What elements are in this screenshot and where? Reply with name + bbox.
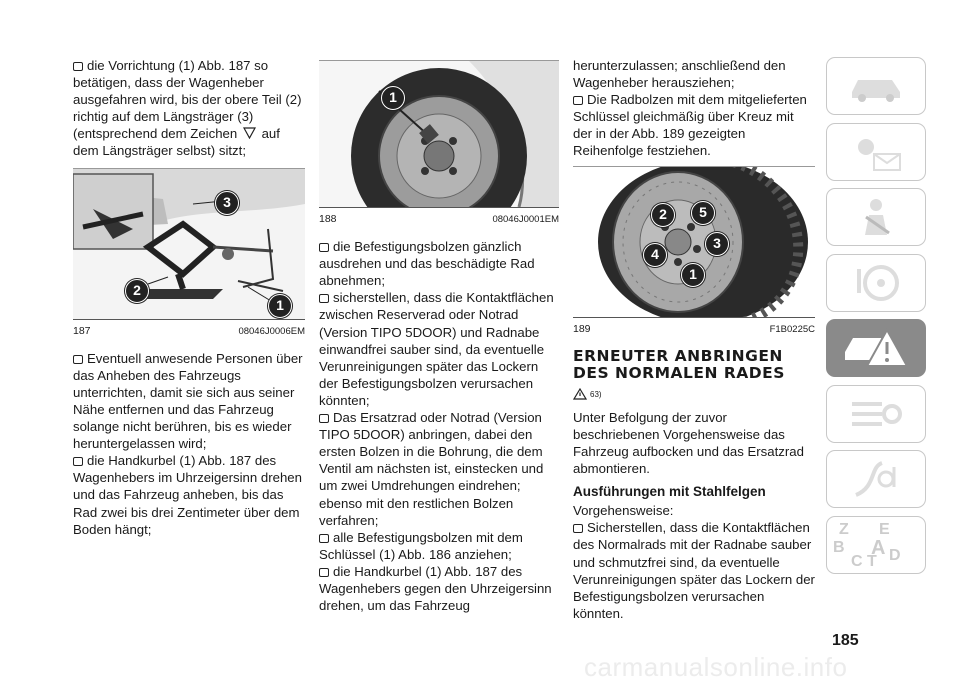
figure-187 bbox=[73, 168, 305, 320]
figure-187-caption bbox=[73, 323, 305, 340]
figure-188-caption bbox=[319, 211, 559, 228]
bullet-unscrew-bolts: die Befestigungsbolzen gänzlich ausdrehen und das beschädigte Rad abnehmen; bbox=[319, 239, 535, 289]
warning-lights-icon bbox=[846, 132, 906, 172]
bullet-tighten-crosswise: Die Radbolzen mit dem mitgelieferten Schlüssel gleichmäßig über Kreuz mit der in der Abb. 189 gezeigten Reihenfolge festziehen. bbox=[573, 92, 807, 159]
column-3 bbox=[573, 57, 815, 622]
checkbox-bullet-icon bbox=[573, 524, 583, 533]
wheel-bolt-illustration bbox=[319, 61, 559, 207]
bullet-contact-surfaces: sicherstellen, dass die Kontaktflächen zwischen Reserverad oder Notrad (Version TIPO 5DOOR) und Radnabe einwandfrei sauber sind, da eventuelle Verunreinigungen später das Lockern der Befestigungsbolzen verursachen könnten; bbox=[319, 290, 554, 408]
steering-wheel-icon bbox=[851, 261, 901, 305]
paragraph-continuation: herunterzulassen; anschließend den Wagenheber herausziehen; bbox=[573, 58, 786, 91]
callout-5: 5 bbox=[691, 201, 715, 225]
callout-3: 3 bbox=[215, 191, 239, 215]
seatbelt-icon bbox=[851, 197, 901, 237]
index-letter: B bbox=[833, 538, 845, 556]
emergency-icon bbox=[841, 326, 911, 370]
figure-188 bbox=[319, 60, 559, 208]
bullet-clean-contact: Sicherstellen, dass die Kontaktflächen des Normalrads mit der Radnabe sauber und schmutzfrei sind, da eventuelle Verunreinigungen später das Lockern der Befestigungsbolzen verursachen könnten. bbox=[573, 520, 815, 621]
bullet-lower-vehicle: die Handkurbel (1) Abb. 187 des Wagenhebers gegen den Uhrzeigersinn drehen, um das Fahrzeug bbox=[319, 563, 552, 614]
sidebar-item-vehicle[interactable] bbox=[826, 57, 926, 115]
bullet-inform-people: Eventuell anwesende Personen über das Anheben des Fahrzeugs unterrichten, damit sie sich aus seiner Nähe entfernen und das Fahrzeug solange nicht berühren, bis es wieder heruntergelassen wird; bbox=[73, 350, 303, 452]
jack-illustration bbox=[73, 169, 305, 319]
checkbox-bullet-icon bbox=[573, 96, 583, 105]
sidebar-item-index[interactable] bbox=[826, 516, 926, 574]
maintenance-icon bbox=[846, 392, 906, 436]
figure-number: 189 bbox=[573, 322, 591, 335]
callout-3: 3 bbox=[705, 232, 729, 256]
figure-189 bbox=[573, 166, 815, 318]
bullet-mount-spare: Das Ersatzrad oder Notrad (Version TIPO 5DOOR) anbringen, dabei den ersten Bolzen in die Bohrung, die dem Ventil am nächsten ist, einstecken und um zwei Umdrehungen eindrehen; ebenso mit den restlichen Bolzen verfahren; bbox=[319, 410, 544, 528]
checkbox-bullet-icon bbox=[73, 355, 83, 364]
index-letter: D bbox=[889, 546, 901, 564]
callout-1: 1 bbox=[681, 263, 705, 287]
callout-2: 2 bbox=[125, 279, 149, 303]
watermark: carmanualsonline.info bbox=[584, 652, 848, 682]
sidebar-item-emergency[interactable] bbox=[826, 319, 926, 377]
index-letter: Z bbox=[839, 520, 849, 538]
checkbox-bullet-icon bbox=[319, 294, 329, 303]
column-2 bbox=[319, 60, 559, 614]
multimedia-icon bbox=[846, 457, 906, 501]
index-letter: C bbox=[851, 552, 863, 570]
checkbox-bullet-icon bbox=[319, 534, 329, 543]
sidebar-item-driving[interactable] bbox=[826, 254, 926, 312]
sidebar-item-maintenance[interactable] bbox=[826, 385, 926, 443]
section-heading: ERNEUTER ANBRINGEN DES NORMALEN RADES bbox=[573, 346, 785, 382]
figure-189-caption bbox=[573, 321, 815, 338]
callout-1: 1 bbox=[268, 294, 292, 318]
tire-bolt-order-illustration bbox=[573, 167, 815, 317]
checkbox-bullet-icon bbox=[73, 457, 83, 466]
index-letter: T bbox=[867, 552, 877, 570]
procedure-label: Vorgehensweise: bbox=[573, 503, 674, 519]
callout-2: 2 bbox=[651, 203, 675, 227]
page-number: 185 bbox=[832, 632, 859, 649]
warning-triangle-icon bbox=[573, 388, 587, 400]
sidebar-item-safety[interactable] bbox=[826, 188, 926, 246]
callout-4: 4 bbox=[643, 243, 667, 267]
sidebar-item-warning-lights[interactable] bbox=[826, 123, 926, 181]
sidebar-item-multimedia[interactable] bbox=[826, 450, 926, 508]
figure-code: 08046J0006EM bbox=[238, 325, 305, 337]
bullet-turn-crank: die Handkurbel (1) Abb. 187 des Wagenhebers im Uhrzeigersinn drehen und das Fahrzeug anheben, bis das Rad zwei bis drei Zentimeter über dem Boden hängt; bbox=[73, 453, 302, 537]
checkbox-bullet-icon bbox=[73, 62, 83, 71]
callout-1: 1 bbox=[381, 86, 405, 110]
paragraph-jack-positioning: die Vorrichtung (1) Abb. 187 so betätigen, dass der Wagenheber ausgefahren wird, bis der obere Teil (2) richtig auf dem Längsträger (3) (entsprechend dem Zeichen auf dem Längsträger selbst) sitzt; bbox=[73, 58, 302, 159]
paragraph-intro: Unter Befolgung der zuvor beschriebenen Vorgehensweise das Fahrzeug aufbocken und das Ersatzrad abmontieren. bbox=[573, 409, 804, 477]
column-1 bbox=[73, 57, 305, 538]
bullet-tighten-bolts: alle Befestigungsbolzen mit dem Schlüssel (1) Abb. 186 anziehen; bbox=[319, 529, 523, 562]
car-icon bbox=[846, 68, 906, 104]
checkbox-bullet-icon bbox=[319, 414, 329, 423]
figure-number: 188 bbox=[319, 213, 337, 225]
subheading-steel-rims: Ausführungen mit Stahlfelgen bbox=[573, 484, 766, 500]
figure-code: F1B0225C bbox=[769, 323, 815, 335]
index-letter: E bbox=[879, 520, 890, 538]
warning-reference bbox=[573, 386, 815, 403]
figure-number: 187 bbox=[73, 324, 91, 337]
triangle-marker-icon bbox=[243, 127, 256, 139]
warning-ref-number: 63) bbox=[590, 389, 602, 399]
checkbox-bullet-icon bbox=[319, 243, 329, 252]
index-letter: A bbox=[871, 536, 886, 559]
chapter-sidebar bbox=[826, 57, 928, 581]
figure-code: 08046J0001EM bbox=[492, 214, 559, 225]
checkbox-bullet-icon bbox=[319, 568, 329, 577]
